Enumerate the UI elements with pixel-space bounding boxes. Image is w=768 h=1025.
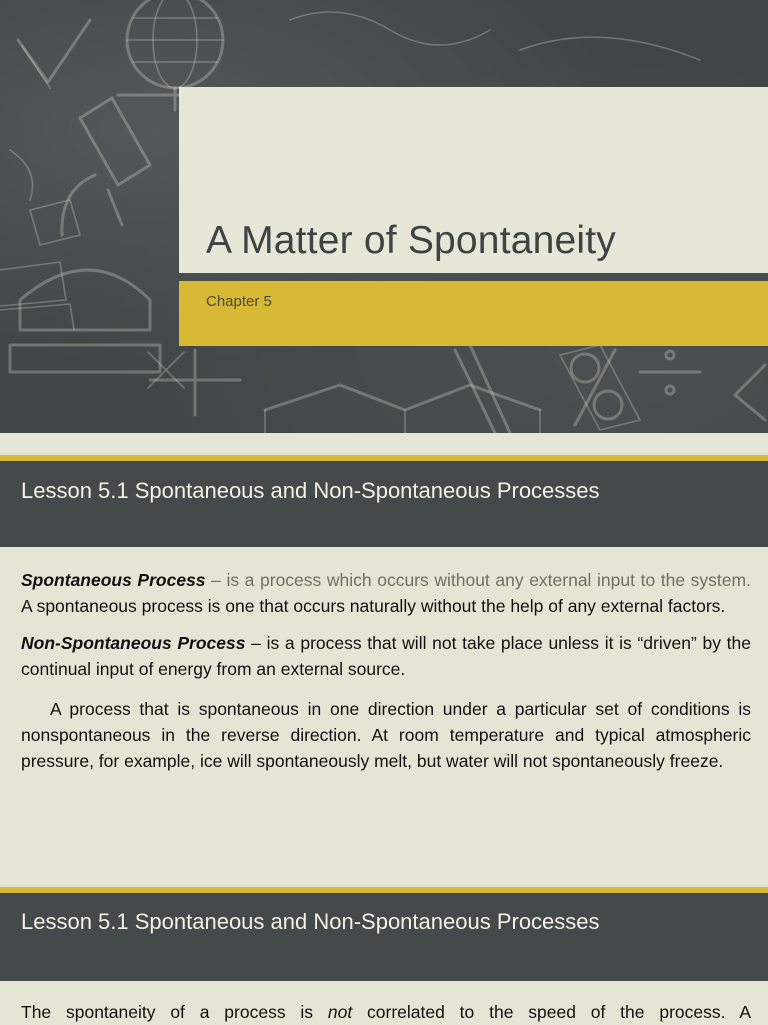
title-box (179, 87, 768, 273)
definition-term: Spontaneous Process (21, 570, 206, 590)
subtitle-bar (179, 281, 768, 346)
definition-text: is a process which occurs without any external input to the system. (226, 570, 751, 590)
definition-extra: A spontaneous process is one that occurs naturally without the help of any external factors. (21, 596, 726, 616)
slide-2-header (0, 893, 768, 981)
title-slide (0, 0, 768, 433)
definition-dash: – (205, 570, 227, 590)
spontaneous-definition (21, 567, 751, 619)
slide-2-body (21, 999, 751, 1025)
speed-emphasis: not (327, 1002, 353, 1022)
slide-1-header (0, 461, 768, 547)
speed-text-after: correlated to the speed of the process. A (352, 1002, 752, 1022)
definition-text: is a process that will not take place unless it is “driven” by the continual input of energy from an external source. (21, 633, 751, 679)
slide-1-title: Lesson 5.1 Spontaneous and Non-Spontaneous Processes (21, 478, 600, 503)
slide-1-body (21, 567, 751, 774)
speed-paragraph (21, 999, 751, 1025)
speed-text-before: The spontaneity of a process is (21, 1002, 328, 1022)
presentation-subtitle: Chapter 5 (206, 293, 272, 310)
non-spontaneous-definition (21, 630, 751, 682)
definition-term: Non-Spontaneous Process (21, 633, 246, 653)
explanation-paragraph: A process that is spontaneous in one direction under a particular set of conditions is nonspontaneous in the reverse direction. At room temperature and typical atmospheric pressure, for example, ice will spontaneously melt, but water will not spontaneously freeze. (21, 699, 751, 771)
presentation-title: A Matter of Spontaneity (206, 219, 617, 262)
slide-2-title: Lesson 5.1 Spontaneous and Non-Spontaneous Processes (21, 909, 600, 934)
definition-dash: – (245, 633, 267, 653)
